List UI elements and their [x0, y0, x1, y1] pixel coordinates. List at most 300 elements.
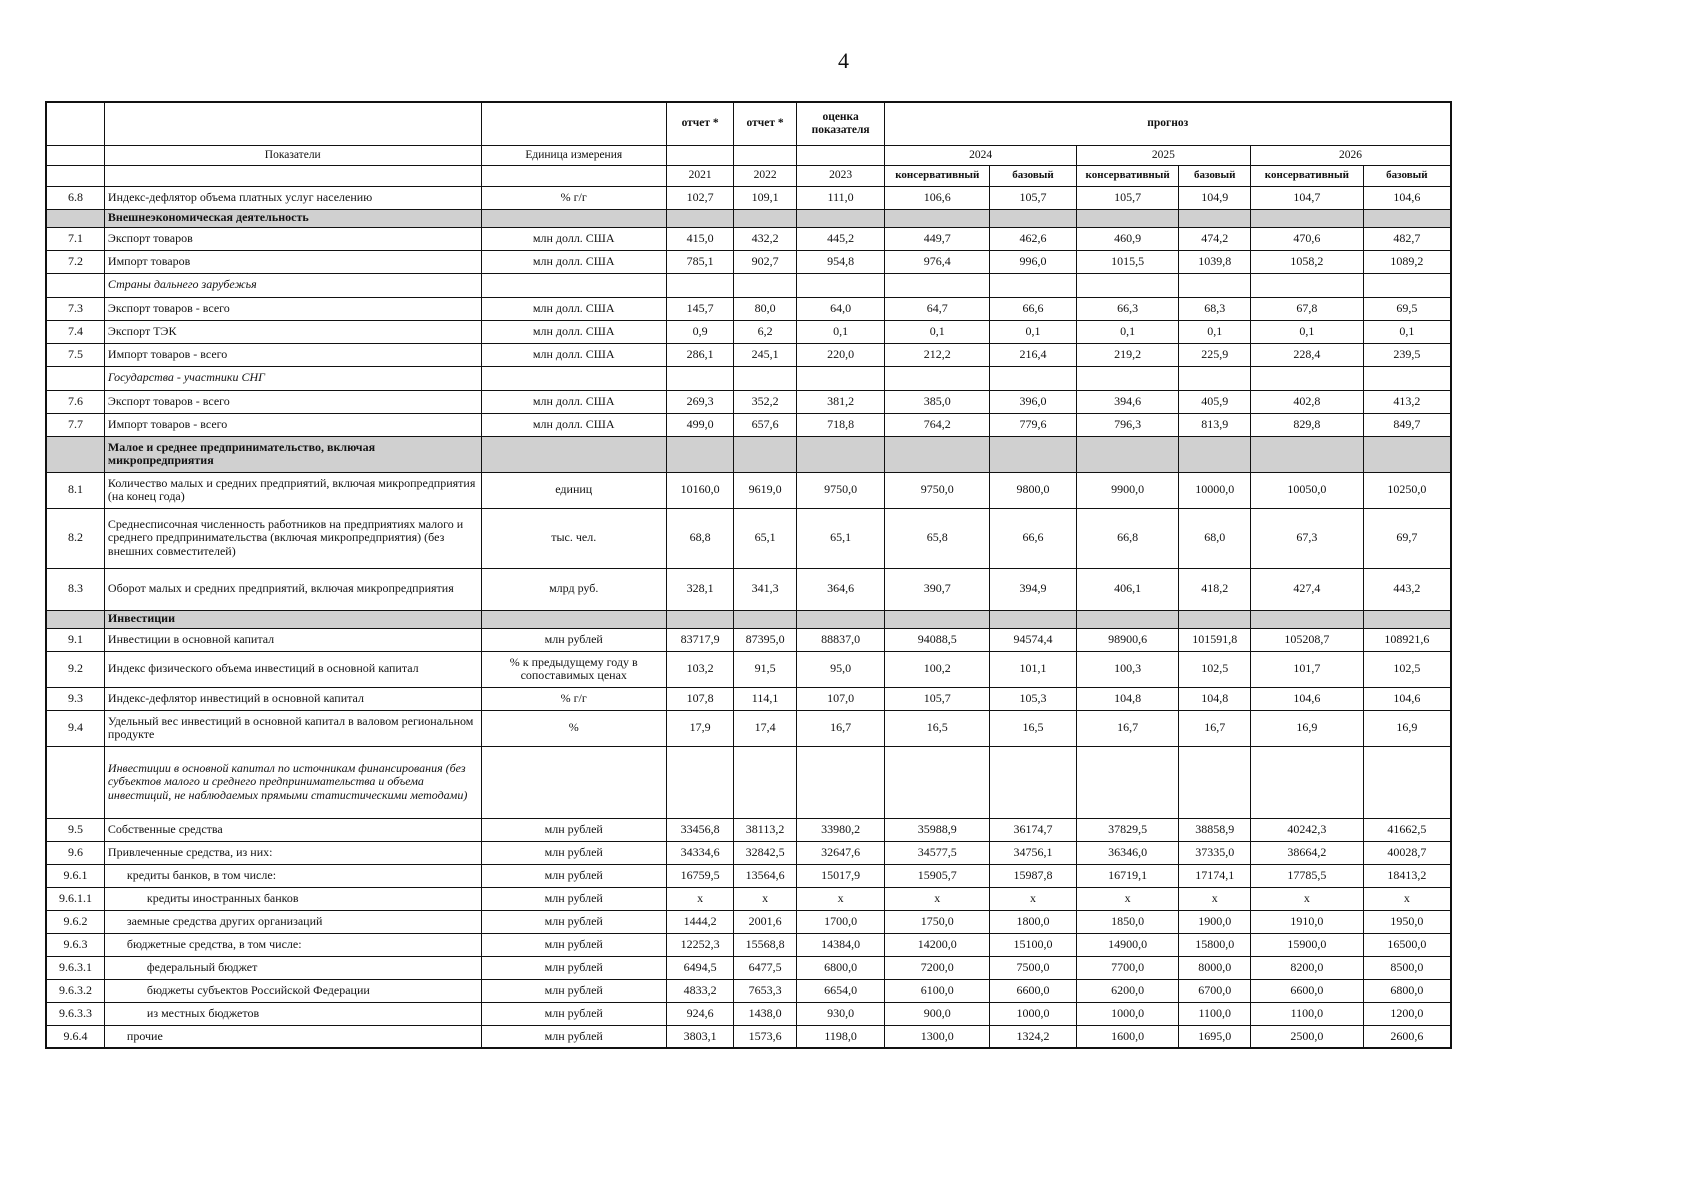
section-blank: [1250, 610, 1363, 628]
value-2026-base: 102,5: [1363, 651, 1451, 687]
value-2025-base: 17174,1: [1179, 864, 1251, 887]
header-year-2022: 2022: [734, 165, 796, 186]
section-blank: [990, 610, 1077, 628]
value-2024-base: 94574,4: [990, 628, 1077, 651]
value-2026-cons: 16,9: [1250, 710, 1363, 746]
table-row: [46, 710, 1451, 746]
value-2024-cons: 16,5: [885, 710, 990, 746]
value-2025-base: 15800,0: [1179, 933, 1251, 956]
value-2024-cons: 14200,0: [885, 933, 990, 956]
value-2026-base: 69,5: [1363, 297, 1451, 320]
section-blank: [734, 436, 796, 472]
header-row-3: [46, 165, 1451, 186]
value-2025-base: 1695,0: [1179, 1025, 1251, 1048]
value-2023: 15017,9: [796, 864, 885, 887]
value-2026-cons: 38664,2: [1250, 841, 1363, 864]
value-2024-base: 1000,0: [990, 1002, 1077, 1025]
value-2025-cons: 6200,0: [1076, 979, 1179, 1002]
row-blank: [1250, 366, 1363, 390]
value-2025-cons: x: [1076, 887, 1179, 910]
row-number: 7.1: [46, 227, 104, 250]
header-year-2021: 2021: [666, 165, 733, 186]
value-2025-base: 405,9: [1179, 390, 1251, 413]
row-blank: [1250, 746, 1363, 818]
value-2025-base: 10000,0: [1179, 472, 1251, 508]
section-blank: [1363, 209, 1451, 227]
value-2024-cons: 34577,5: [885, 841, 990, 864]
value-2024-cons: x: [885, 887, 990, 910]
value-2026-base: 18413,2: [1363, 864, 1451, 887]
value-2025-base: 104,8: [1179, 687, 1251, 710]
header-year-2023: 2023: [796, 165, 885, 186]
value-2023: 364,6: [796, 568, 885, 610]
row-number: 7.3: [46, 297, 104, 320]
value-2025-base: 101591,8: [1179, 628, 1251, 651]
value-2025-cons: 16,7: [1076, 710, 1179, 746]
value-2024-cons: 9750,0: [885, 472, 990, 508]
indicator-name: федеральный бюджет: [104, 956, 481, 979]
value-2025-base: 813,9: [1179, 413, 1251, 436]
header-row-1: [46, 102, 1451, 145]
value-2024-base: 66,6: [990, 508, 1077, 568]
table-body: [46, 102, 1451, 1048]
indicator-name: Экспорт товаров: [104, 227, 481, 250]
header-blank: [104, 102, 481, 145]
value-2023: 445,2: [796, 227, 885, 250]
unit-cell: млн рублей: [481, 841, 666, 864]
value-2024-cons: 7200,0: [885, 956, 990, 979]
value-2022: 38113,2: [734, 818, 796, 841]
row-number: 7.6: [46, 390, 104, 413]
table-row: [46, 1002, 1451, 1025]
value-2022: 114,1: [734, 687, 796, 710]
value-2026-base: 104,6: [1363, 186, 1451, 209]
value-2021: 269,3: [666, 390, 733, 413]
value-2025-base: 225,9: [1179, 343, 1251, 366]
row-number: 9.6.2: [46, 910, 104, 933]
section-blank: [990, 436, 1077, 472]
row-blank: [796, 746, 885, 818]
value-2025-base: 104,9: [1179, 186, 1251, 209]
indicator-name: Количество малых и средних предприятий, включая микропредприятия (на конец года): [104, 472, 481, 508]
value-2026-base: 104,6: [1363, 687, 1451, 710]
header-estimate: оценка показателя: [796, 102, 885, 145]
value-2026-cons: 104,7: [1250, 186, 1363, 209]
value-2026-base: 239,5: [1363, 343, 1451, 366]
section-title: Внешнеэкономическая деятельность: [104, 209, 481, 227]
value-2024-base: 462,6: [990, 227, 1077, 250]
indicators-table: [45, 101, 1452, 1049]
row-blank: [990, 273, 1077, 297]
value-2025-base: 0,1: [1179, 320, 1251, 343]
value-2021: x: [666, 887, 733, 910]
value-2022: 17,4: [734, 710, 796, 746]
value-2025-cons: 1015,5: [1076, 250, 1179, 273]
value-2025-base: 16,7: [1179, 710, 1251, 746]
value-2025-base: 474,2: [1179, 227, 1251, 250]
row-blank: [734, 366, 796, 390]
value-2025-base: 6700,0: [1179, 979, 1251, 1002]
unit-cell: млрд руб.: [481, 568, 666, 610]
table-row: [46, 956, 1451, 979]
value-2026-base: 1200,0: [1363, 1002, 1451, 1025]
subheader-title: Страны дальнего зарубежья: [104, 273, 481, 297]
value-2022: 91,5: [734, 651, 796, 687]
row-number: 9.6.3: [46, 933, 104, 956]
value-2026-cons: 2500,0: [1250, 1025, 1363, 1048]
value-2026-cons: 829,8: [1250, 413, 1363, 436]
value-2024-cons: 449,7: [885, 227, 990, 250]
value-2025-base: 8000,0: [1179, 956, 1251, 979]
value-2022: 341,3: [734, 568, 796, 610]
value-2026-cons: 470,6: [1250, 227, 1363, 250]
value-2025-cons: 66,8: [1076, 508, 1179, 568]
value-2023: 0,1: [796, 320, 885, 343]
value-2022: 352,2: [734, 390, 796, 413]
indicator-name: Экспорт товаров - всего: [104, 297, 481, 320]
row-blank: [1250, 273, 1363, 297]
row-number: 9.2: [46, 651, 104, 687]
value-2025-cons: 796,3: [1076, 413, 1179, 436]
unit-cell: млн долл. США: [481, 390, 666, 413]
value-2026-cons: x: [1250, 887, 1363, 910]
value-2021: 3803,1: [666, 1025, 733, 1048]
value-2026-base: 41662,5: [1363, 818, 1451, 841]
value-2025-cons: 1000,0: [1076, 1002, 1179, 1025]
value-2023: 107,0: [796, 687, 885, 710]
value-2024-base: 15100,0: [990, 933, 1077, 956]
row-blank: [481, 746, 666, 818]
table-row: [46, 651, 1451, 687]
header-blank: [46, 145, 104, 165]
value-2022: 902,7: [734, 250, 796, 273]
value-2021: 103,2: [666, 651, 733, 687]
value-2026-base: 69,7: [1363, 508, 1451, 568]
row-number: 9.6.4: [46, 1025, 104, 1048]
value-2026-base: 0,1: [1363, 320, 1451, 343]
value-2026-cons: 17785,5: [1250, 864, 1363, 887]
value-2026-cons: 0,1: [1250, 320, 1363, 343]
value-2025-cons: 98900,6: [1076, 628, 1179, 651]
row-blank: [666, 366, 733, 390]
value-2025-cons: 1600,0: [1076, 1025, 1179, 1048]
value-2024-cons: 385,0: [885, 390, 990, 413]
value-2024-cons: 15905,7: [885, 864, 990, 887]
row-blank: [46, 746, 104, 818]
value-2022: 109,1: [734, 186, 796, 209]
value-2023: 33980,2: [796, 818, 885, 841]
value-2023: 88837,0: [796, 628, 885, 651]
section-blank: [734, 610, 796, 628]
indicator-name: Индекс-дефлятор объема платных услуг населению: [104, 186, 481, 209]
value-2024-base: 34756,1: [990, 841, 1077, 864]
row-blank: [990, 366, 1077, 390]
value-2026-cons: 105208,7: [1250, 628, 1363, 651]
value-2024-cons: 1300,0: [885, 1025, 990, 1048]
header-indicators: Показатели: [104, 145, 481, 165]
value-2022: 80,0: [734, 297, 796, 320]
unit-cell: тыс. чел.: [481, 508, 666, 568]
section-blank: [734, 209, 796, 227]
value-2021: 415,0: [666, 227, 733, 250]
row-blank: [46, 273, 104, 297]
section-blank: [1076, 610, 1179, 628]
subheader-row: [46, 366, 1451, 390]
value-2023: x: [796, 887, 885, 910]
row-number: 9.4: [46, 710, 104, 746]
row-number: 9.6.3.3: [46, 1002, 104, 1025]
value-2025-base: 1039,8: [1179, 250, 1251, 273]
value-2026-base: 6800,0: [1363, 979, 1451, 1002]
value-2023: 32647,6: [796, 841, 885, 864]
header-blank: [46, 102, 104, 145]
value-2026-cons: 1910,0: [1250, 910, 1363, 933]
unit-cell: млн рублей: [481, 933, 666, 956]
section-blank: [1250, 209, 1363, 227]
table-row: [46, 818, 1451, 841]
header-year-2026: 2026: [1250, 145, 1451, 165]
row-blank: [1179, 366, 1251, 390]
table-row: [46, 297, 1451, 320]
row-blank: [1179, 746, 1251, 818]
value-2026-cons: 15900,0: [1250, 933, 1363, 956]
value-2023: 9750,0: [796, 472, 885, 508]
indicator-name: бюджеты субъектов Российской Федерации: [104, 979, 481, 1002]
value-2025-base: 68,3: [1179, 297, 1251, 320]
row-blank: [1363, 273, 1451, 297]
section-title: Малое и среднее предпринимательство, включая микропредприятия: [104, 436, 481, 472]
indicator-name: Импорт товаров - всего: [104, 343, 481, 366]
unit-cell: млн долл. США: [481, 250, 666, 273]
value-2026-cons: 40242,3: [1250, 818, 1363, 841]
value-2024-base: 7500,0: [990, 956, 1077, 979]
value-2024-base: 0,1: [990, 320, 1077, 343]
indicator-name: заемные средства других организаций: [104, 910, 481, 933]
row-number: 8.1: [46, 472, 104, 508]
section-blank: [796, 209, 885, 227]
value-2026-cons: 1058,2: [1250, 250, 1363, 273]
header-forecast: прогноз: [885, 102, 1451, 145]
indicator-name: Экспорт ТЭК: [104, 320, 481, 343]
value-2026-base: 10250,0: [1363, 472, 1451, 508]
section-blank: [1179, 209, 1251, 227]
row-number: 6.8: [46, 186, 104, 209]
subheader-title: Инвестиции в основной капитал по источникам финансирования (без субъектов малого и среднего предпринимательства и объема инвестиций, не наблюдаемых прямыми статистическими методами): [104, 746, 481, 818]
value-2025-cons: 105,7: [1076, 186, 1179, 209]
row-blank: [666, 746, 733, 818]
value-2025-base: 418,2: [1179, 568, 1251, 610]
value-2025-cons: 36346,0: [1076, 841, 1179, 864]
row-number: 7.2: [46, 250, 104, 273]
value-2021: 4833,2: [666, 979, 733, 1002]
value-2024-cons: 106,6: [885, 186, 990, 209]
value-2026-cons: 427,4: [1250, 568, 1363, 610]
unit-cell: млн долл. США: [481, 343, 666, 366]
value-2024-base: 105,7: [990, 186, 1077, 209]
indicator-name: кредиты иностранных банков: [104, 887, 481, 910]
value-2022: 6,2: [734, 320, 796, 343]
value-2024-base: 66,6: [990, 297, 1077, 320]
row-blank: [885, 366, 990, 390]
row-blank: [1076, 746, 1179, 818]
value-2024-base: 105,3: [990, 687, 1077, 710]
row-blank: [885, 273, 990, 297]
unit-cell: % к предыдущему году в сопоставимых ценах: [481, 651, 666, 687]
section-blank: [885, 209, 990, 227]
value-2021: 328,1: [666, 568, 733, 610]
value-2021: 83717,9: [666, 628, 733, 651]
value-2022: 65,1: [734, 508, 796, 568]
value-2026-base: 2600,6: [1363, 1025, 1451, 1048]
row-number: 9.6.1: [46, 864, 104, 887]
value-2025-cons: 394,6: [1076, 390, 1179, 413]
section-blank: [1076, 436, 1179, 472]
header-conservative-2026: консервативный: [1250, 165, 1363, 186]
section-blank: [666, 209, 733, 227]
unit-cell: млн рублей: [481, 1002, 666, 1025]
value-2021: 924,6: [666, 1002, 733, 1025]
section-blank: [1076, 209, 1179, 227]
unit-cell: млн рублей: [481, 956, 666, 979]
header-year-2025: 2025: [1076, 145, 1250, 165]
section-blank: [796, 436, 885, 472]
header-report-2021: отчет *: [666, 102, 733, 145]
value-2021: 499,0: [666, 413, 733, 436]
indicator-name: Удельный вес инвестиций в основной капитал в валовом региональном продукте: [104, 710, 481, 746]
value-2024-cons: 976,4: [885, 250, 990, 273]
header-blank: [481, 102, 666, 145]
value-2025-cons: 1850,0: [1076, 910, 1179, 933]
header-blank: [734, 145, 796, 165]
row-number: 9.6.3.1: [46, 956, 104, 979]
section-blank: [990, 209, 1077, 227]
table-row: [46, 472, 1451, 508]
value-2022: 15568,8: [734, 933, 796, 956]
header-blank: [796, 145, 885, 165]
value-2021: 102,7: [666, 186, 733, 209]
value-2024-cons: 900,0: [885, 1002, 990, 1025]
unit-cell: млн рублей: [481, 628, 666, 651]
table-row: [46, 910, 1451, 933]
value-2022: x: [734, 887, 796, 910]
unit-cell: %: [481, 710, 666, 746]
value-2024-base: 779,6: [990, 413, 1077, 436]
value-2023: 111,0: [796, 186, 885, 209]
value-2023: 718,8: [796, 413, 885, 436]
value-2025-base: 1900,0: [1179, 910, 1251, 933]
indicator-name: кредиты банков, в том числе:: [104, 864, 481, 887]
header-conservative-2024: консервативный: [885, 165, 990, 186]
section-blank: [666, 610, 733, 628]
value-2024-cons: 390,7: [885, 568, 990, 610]
section-blank: [666, 436, 733, 472]
header-blank: [104, 165, 481, 186]
table-row: [46, 1025, 1451, 1048]
row-blank: [1076, 273, 1179, 297]
value-2026-cons: 1100,0: [1250, 1002, 1363, 1025]
value-2025-cons: 16719,1: [1076, 864, 1179, 887]
section-blank: [1179, 436, 1251, 472]
value-2021: 33456,8: [666, 818, 733, 841]
value-2021: 6494,5: [666, 956, 733, 979]
value-2025-cons: 9900,0: [1076, 472, 1179, 508]
row-blank: [734, 273, 796, 297]
value-2021: 12252,3: [666, 933, 733, 956]
indicator-name: Индекс-дефлятор инвестиций в основной капитал: [104, 687, 481, 710]
value-2022: 13564,6: [734, 864, 796, 887]
row-number: 9.5: [46, 818, 104, 841]
value-2026-base: 1950,0: [1363, 910, 1451, 933]
value-2024-base: 1324,2: [990, 1025, 1077, 1048]
unit-cell: млн рублей: [481, 887, 666, 910]
value-2022: 7653,3: [734, 979, 796, 1002]
row-number: 8.3: [46, 568, 104, 610]
value-2022: 2001,6: [734, 910, 796, 933]
value-2024-base: x: [990, 887, 1077, 910]
value-2021: 286,1: [666, 343, 733, 366]
value-2021: 1444,2: [666, 910, 733, 933]
value-2024-cons: 764,2: [885, 413, 990, 436]
unit-cell: млн рублей: [481, 910, 666, 933]
value-2026-cons: 104,6: [1250, 687, 1363, 710]
value-2025-base: 68,0: [1179, 508, 1251, 568]
indicator-name: Импорт товаров: [104, 250, 481, 273]
section-title: Инвестиции: [104, 610, 481, 628]
subheader-title: Государства - участники СНГ: [104, 366, 481, 390]
value-2026-cons: 228,4: [1250, 343, 1363, 366]
value-2025-cons: 66,3: [1076, 297, 1179, 320]
value-2022: 6477,5: [734, 956, 796, 979]
value-2022: 657,6: [734, 413, 796, 436]
value-2026-cons: 8200,0: [1250, 956, 1363, 979]
value-2025-cons: 219,2: [1076, 343, 1179, 366]
table-row: [46, 628, 1451, 651]
value-2021: 107,8: [666, 687, 733, 710]
row-blank: [990, 746, 1077, 818]
value-2021: 145,7: [666, 297, 733, 320]
row-number: 7.7: [46, 413, 104, 436]
value-2025-base: 102,5: [1179, 651, 1251, 687]
row-blank: [481, 273, 666, 297]
value-2025-cons: 406,1: [1076, 568, 1179, 610]
value-2023: 381,2: [796, 390, 885, 413]
header-unit: Единица измерения: [481, 145, 666, 165]
value-2026-base: 1089,2: [1363, 250, 1451, 273]
header-blank: [46, 165, 104, 186]
indicator-name: бюджетные средства, в том числе:: [104, 933, 481, 956]
unit-cell: млн долл. США: [481, 413, 666, 436]
page-number: 4: [838, 48, 849, 73]
indicator-name: Среднесписочная численность работников на предприятиях малого и среднего предпринимательства (включая микропредприятия) (без внешних совместителей): [104, 508, 481, 568]
value-2022: 1438,0: [734, 1002, 796, 1025]
value-2024-base: 9800,0: [990, 472, 1077, 508]
value-2023: 14384,0: [796, 933, 885, 956]
value-2026-cons: 402,8: [1250, 390, 1363, 413]
value-2025-cons: 37829,5: [1076, 818, 1179, 841]
row-number: 9.3: [46, 687, 104, 710]
value-2026-base: x: [1363, 887, 1451, 910]
row-number: 9.6: [46, 841, 104, 864]
subheader-row: [46, 746, 1451, 818]
indicator-name: Оборот малых и средних предприятий, включая микропредприятия: [104, 568, 481, 610]
value-2023: 1700,0: [796, 910, 885, 933]
value-2025-cons: 104,8: [1076, 687, 1179, 710]
row-number: 8.2: [46, 508, 104, 568]
value-2025-base: 37335,0: [1179, 841, 1251, 864]
unit-cell: % г/г: [481, 186, 666, 209]
unit-cell: млн долл. США: [481, 227, 666, 250]
value-2021: 34334,6: [666, 841, 733, 864]
